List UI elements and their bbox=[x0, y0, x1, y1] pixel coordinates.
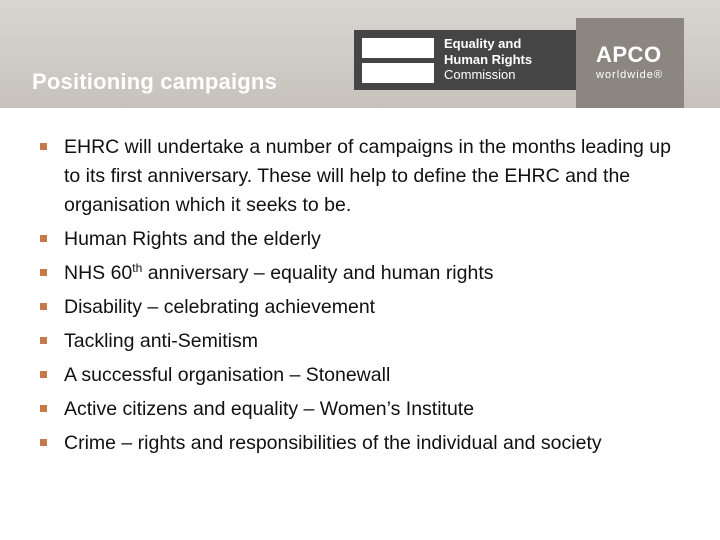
square-bullet-icon bbox=[40, 269, 47, 276]
bullet-text-prefix: NHS 60 bbox=[64, 262, 133, 284]
ehrc-logo bbox=[354, 30, 576, 90]
slide-header bbox=[0, 0, 720, 108]
slide-title: Positioning campaigns bbox=[32, 69, 278, 94]
bullet-text-suffix: anniversary – equality and human rights bbox=[142, 262, 494, 284]
ehrc-logo-bar-icon bbox=[362, 38, 434, 58]
bullet-item bbox=[40, 133, 680, 220]
bullet-item bbox=[40, 361, 680, 390]
bullet-text: A successful organisation – Stonewall bbox=[64, 364, 391, 386]
ehrc-logo-line: Commission bbox=[444, 67, 516, 82]
bullet-item bbox=[40, 327, 680, 356]
bullet-item bbox=[40, 293, 680, 322]
bullet-item bbox=[40, 429, 680, 458]
apco-logo bbox=[576, 18, 684, 108]
bullet-text: EHRC will undertake a number of campaigns in the months leading up to its first anniversary. These will help to define the EHRC and the organisation which it seeks to be. bbox=[64, 136, 671, 216]
apco-logo-name: APCO bbox=[596, 42, 662, 67]
square-bullet-icon bbox=[40, 143, 47, 150]
square-bullet-icon bbox=[40, 439, 47, 446]
square-bullet-icon bbox=[40, 405, 47, 412]
square-bullet-icon bbox=[40, 337, 47, 344]
bullet-text: Crime – rights and responsibilities of the individual and society bbox=[64, 432, 602, 454]
bullet-text: Active citizens and equality – Women’s Institute bbox=[64, 398, 475, 420]
bullet-item bbox=[40, 259, 680, 288]
apco-logo-tagline: worldwide® bbox=[596, 69, 664, 81]
ehrc-logo-line: Human Rights bbox=[444, 51, 533, 67]
ehrc-logo-text bbox=[444, 36, 532, 83]
bullet-list bbox=[40, 133, 680, 463]
bullet-text: Disability – celebrating achievement bbox=[64, 296, 376, 318]
bullet-item bbox=[40, 225, 680, 254]
ordinal-suffix: th bbox=[132, 261, 143, 275]
square-bullet-icon bbox=[40, 371, 47, 378]
ehrc-logo-bar-icon bbox=[362, 63, 434, 83]
bullet-text: Tackling anti-Semitism bbox=[64, 330, 258, 352]
ehrc-logo-line: Equality and bbox=[444, 36, 522, 51]
bullet-text: Human Rights and the elderly bbox=[64, 228, 321, 250]
bullet-item bbox=[40, 395, 680, 424]
square-bullet-icon bbox=[40, 235, 47, 242]
square-bullet-icon bbox=[40, 303, 47, 310]
